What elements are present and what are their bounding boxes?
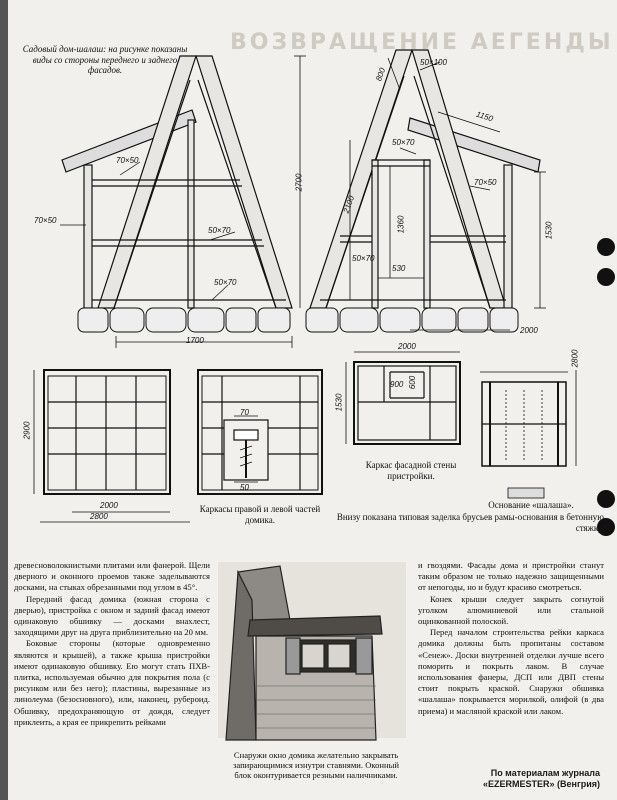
house-photo (218, 562, 406, 740)
dim-2100: 2100 (341, 194, 357, 215)
dim-50x100: 50×100 (420, 58, 447, 67)
dim-1530-right: 1530 (544, 221, 554, 240)
text-column-left (14, 560, 210, 728)
text-column-right (418, 560, 604, 717)
dim-1530-window: 1530 (334, 393, 344, 412)
dim-50x70-low: 50×70 (214, 278, 237, 287)
dim-70x50-left: 70×50 (116, 156, 139, 165)
caption-side-frames: Каркасы правой и левой частей домика. (199, 504, 321, 525)
dim-600: 600 (408, 375, 418, 390)
window-facade-drawing (346, 352, 460, 444)
paragraph: древесноволокнистыми плитами или фанерой. Щели дверного и оконного проемов также заделываются досками, на стыках обрезанными под углом в 45°. (14, 560, 210, 593)
dim-2000-right: 2000 (520, 326, 538, 335)
dim-70x50-right: 70×50 (474, 178, 497, 187)
dim-70: 70 (240, 408, 249, 417)
dim-1150: 1150 (475, 109, 495, 124)
dim-900: 900 (390, 380, 404, 389)
dim-530: 530 (392, 264, 406, 273)
side-frame-right-drawing (198, 370, 322, 494)
back-view-drawing (306, 50, 546, 332)
dim-1700: 1700 (186, 336, 204, 345)
top-caption: Садовый дом-шалаш: на рисунке показаны виды со стороны переднего и заднего фасадов. (22, 44, 188, 75)
dim-2000-window: 2000 (398, 342, 416, 351)
dim-2000-side: 2000 (100, 501, 118, 510)
faded-header: ВОЗВРАЩЕНИЕ АЕГЕНДЫ (230, 30, 614, 55)
dim-50x70-back-top: 50×70 (392, 138, 415, 147)
paragraph: Перед началом строительства рейки каркаса домика должны быть пропитаны составом «Сенеж». Доски внутренней отделки лучше всего поморить и покрыть лаком. В случае использования фанеры, ДСП или ДВП стены стоит покрыть краской. Снаружи обшивка «шалаша» покрывается морилкой, олифой (в два приема) и масляной краской или лаком. (418, 627, 604, 716)
source-credit (430, 768, 600, 790)
dim-1360: 1360 (396, 215, 406, 234)
dim-2900: 2900 (22, 421, 32, 440)
credit-line-2: «EZERMESTER» (Венгрия) (483, 779, 600, 789)
dim-50x70-door: 50×70 (352, 254, 375, 263)
caption-photo: Снаружи окно домика желательно закрывать запирающимися изнутри ставнями. Оконный блок оконтуривается резными наличниками. (232, 750, 400, 780)
dim-70x50-left2: 70×50 (34, 216, 57, 225)
dim-50x70-mid: 50×70 (208, 226, 231, 235)
side-frame-left-drawing (34, 370, 190, 522)
paragraph: Боковые стороны (которые одновременно являются и крышей), а также крыша пристройки имеют одинаковую обшивку. Ею могут стать ПХВ-плитка, используемая обычно для покрытия пола (с рисунком или без него); пластины, вырезанные из линолеума (безосновного), или, наконец, рубероид. Обшивку, предохраняющую от дождя, следует приклеить, а края ее прикрепить рейками (14, 638, 210, 727)
dim-2700: 2700 (294, 173, 304, 192)
paragraph: Передний фасад домика (южная сторона с дверью), пристройка с окном и задний фасад имеют одинаковую обшивку — досками внахлест, заходящими друг на друга приблизительно на 20 мм. (14, 593, 210, 638)
credit-line-1: По материалам журнала (490, 768, 600, 778)
dim-2800-right: 2800 (570, 349, 580, 368)
dim-50: 50 (240, 483, 249, 492)
base-drawing (480, 370, 576, 498)
caption-joint: Внизу показана типовая заделка брусьев рамы-основания в бетонную стяжку. (336, 512, 604, 533)
paragraph: и гвоздями. Фасады дома и пристройки станут таким образом не только надежно защищенными от непогоды, но и будут красиво смотреться. (418, 560, 604, 593)
caption-facade-frame: Каркас фасадной стены пристройки. (365, 460, 457, 481)
dim-800: 800 (374, 66, 388, 83)
caption-base: Основание «шалаша». (488, 500, 574, 510)
front-view-drawing (60, 56, 306, 348)
dim-2800-side: 2800 (90, 512, 108, 521)
paragraph: Конек крыши следует закрыть согнутой уголком алюминиевой или стальной оцинкованной полоской. (418, 593, 604, 627)
